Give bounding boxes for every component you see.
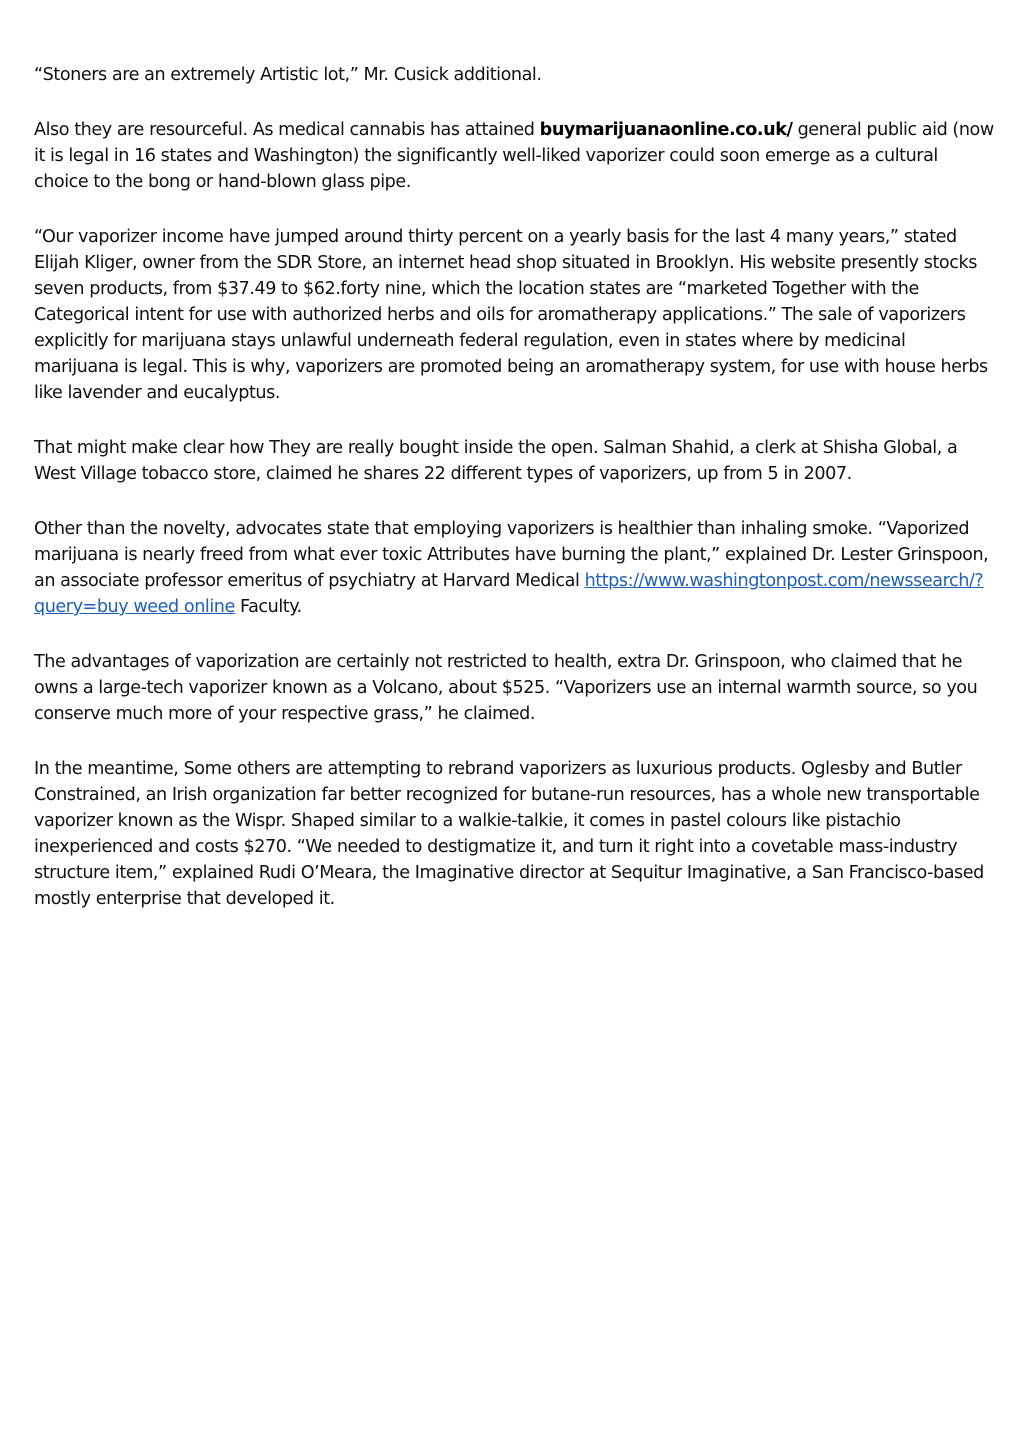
paragraph-3-text: “Our vaporizer income have jumped around thirty percent on a yearly basis for the last 4 many years,” stated Elijah Kliger, owner from the SDR Store, an internet head shop situated in Brooklyn. His website presently stocks seven products, from $37.49 to $62.forty nine, which the location states are “marketed Together with the Categorical intent for use with authorized herbs and oils for aromatherapy applications.” The sale of vaporizers explicitly for marijuana stays unlawful underneath federal regulation, even in states where by medicinal marijuana is legal. This is why, vaporizers are promoted being an aromatherapy system, for use with house herbs like lavender and eucalyptus. xyxy=(34,227,988,403)
paragraph-7-text: In the meantime, Some others are attempting to rebrand vaporizers as luxurious products. Oglesby and Butler Constrained, an Irish organization far better recognized for butane-run resources, has a whole new transportable vaporizer known as the Wispr. Shaped similar to a walkie-talkie, it comes in pastel colours like pistachio inexperienced and costs $270. “We needed to destigmatize it, and turn it right into a covetable mass-industry structure item,” explained Rudi O’Meara, the Imaginative director at Sequitur Imaginative, a San Francisco-based mostly enterprise that developed it. xyxy=(34,759,984,909)
paragraph-2 xyxy=(34,117,994,195)
paragraph-5 xyxy=(34,516,994,620)
paragraph-1-text: “Stoners are an extremely Artistic lot,” Mr. Cusick additional. xyxy=(34,65,542,85)
paragraph-1 xyxy=(34,62,994,88)
paragraph-5-text-after: Faculty. xyxy=(234,597,302,617)
paragraph-2-text-before: Also they are resourceful. As medical cannabis has attained xyxy=(34,120,540,140)
paragraph-7 xyxy=(34,756,994,912)
paragraph-4-text: That might make clear how They are really bought inside the open. Salman Shahid, a clerk at Shisha Global, a West Village tobacco store, claimed he shares 22 different types of vaporizers, up from 5 in 2007. xyxy=(34,438,958,484)
washingtonpost-search-link[interactable]: https://www.washingtonpost.com/newssearch/?query=buy weed online xyxy=(34,571,984,617)
paragraph-6-text: The advantages of vaporization are certainly not restricted to health, extra Dr. Grinspoon, who claimed that he owns a large-tech vaporizer known as a Volcano, about $525. “Vaporizers use an internal warmth source, so you conserve much more of your respective grass,” he claimed. xyxy=(34,652,978,724)
paragraph-6 xyxy=(34,649,994,727)
paragraph-4 xyxy=(34,435,994,487)
document-page xyxy=(34,62,994,941)
paragraph-5-text-before: Other than the novelty, advocates state that employing vaporizers is healthier than inhaling smoke. “Vaporized marijuana is nearly freed from what ever toxic Attributes have burning the plant,” explained Dr. Lester Grinspoon, an associate professor emeritus of psychiatry at Harvard Medical xyxy=(34,519,989,591)
bold-site-name: buymarijuanaonline.co.uk/ xyxy=(539,120,793,140)
paragraph-2-text-after: general public aid (now it is legal in 16 states and Washington) the significantly well-liked vaporizer could soon emerge as a cultural choice to the bong or hand-blown glass pipe. xyxy=(34,120,994,192)
paragraph-3 xyxy=(34,224,994,406)
